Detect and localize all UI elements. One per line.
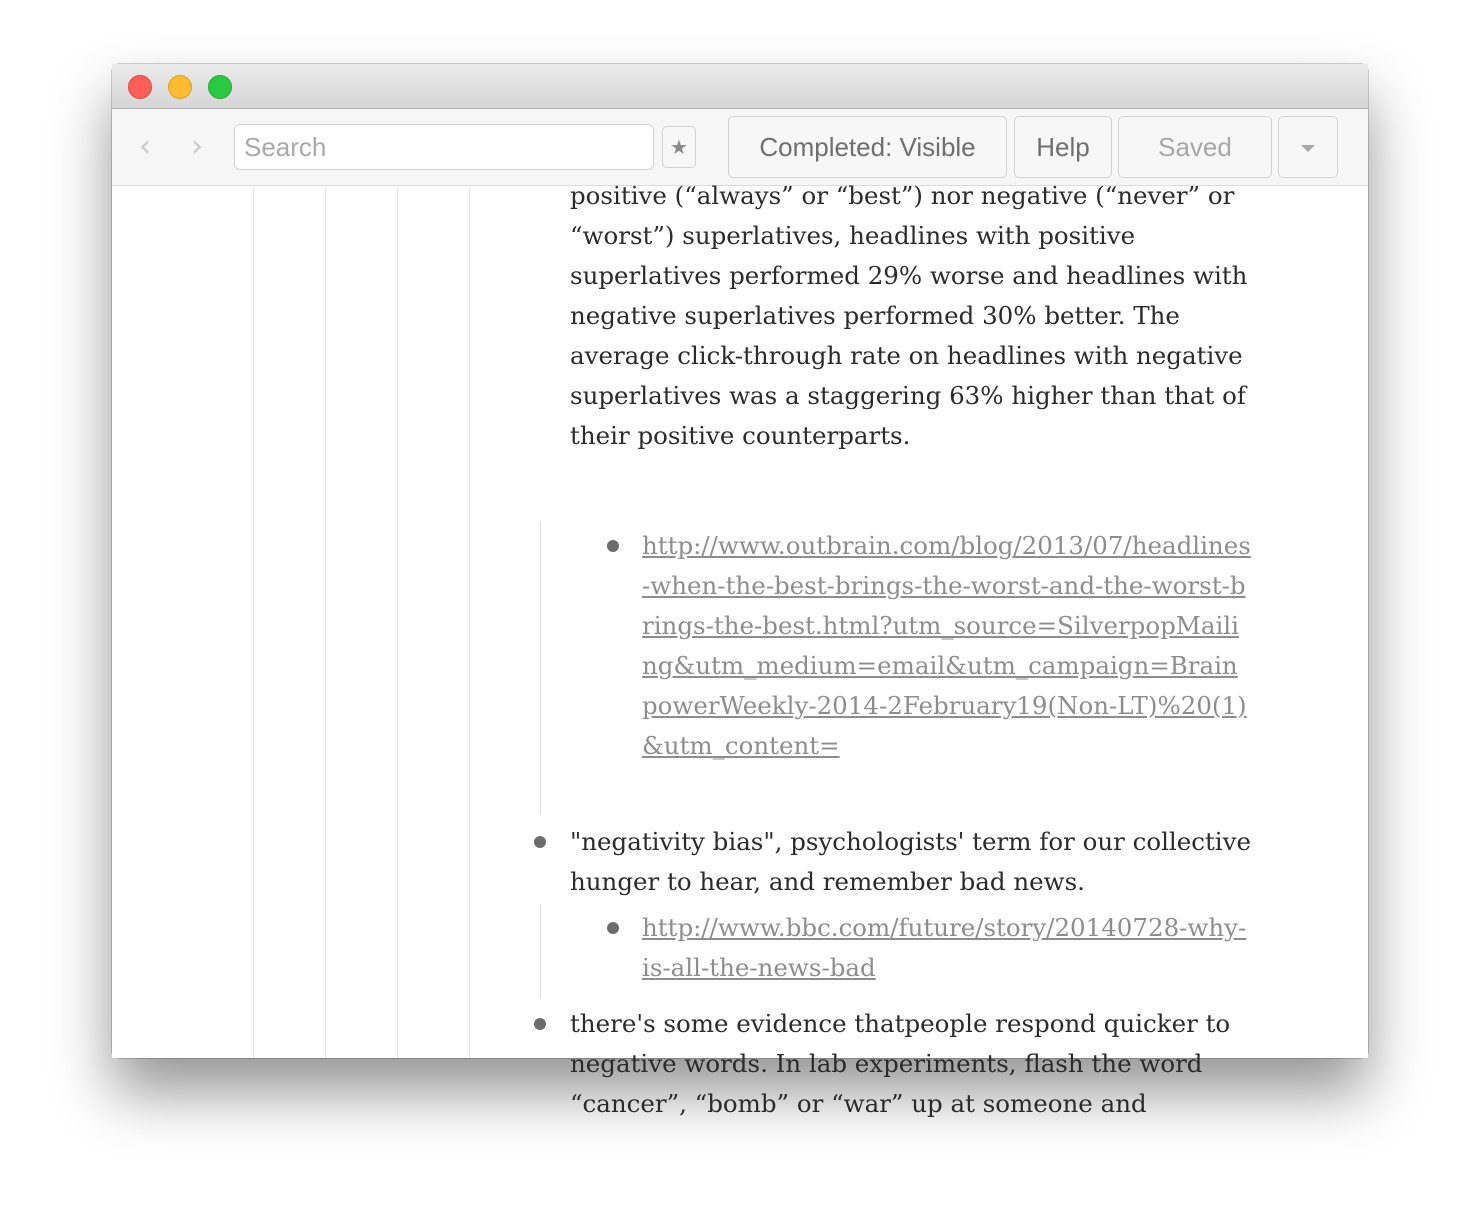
minimize-window-button[interactable] [168,75,192,99]
completed-visible-button[interactable]: Completed: Visible [728,116,1007,178]
outline-link[interactable]: http://www.bbc.com/future/story/20140728-why-is-all-the-news-bad [642,913,1247,982]
outline-item-text[interactable]: there's some evidence thatpeople respond quicker to negative words. In lab experiments, flash the word “cancer”, “bomb” or “war” up at someone and [570,1009,1231,1118]
zoom-window-button[interactable] [208,75,232,99]
search-input[interactable] [234,124,654,170]
indent-guide [397,186,398,1058]
outline-item-text[interactable]: positive (“always” or “best”) nor negative (“never” or “worst”) superlatives, headlines with positive superlatives performed 29% worse and headlines with negative superlatives performed 30% better. The average click-through rate on headlines with negative superlatives was a staggering 63% higher than that of their positive counterparts. [570,181,1248,450]
outline-content [112,181,1368,1118]
outline-link[interactable]: http://www.outbrain.com/blog/2013/07/headlines-when-the-best-brings-the-worst-and-the-worst-brings-the-best.html?utm_source=SilverpopMailing&utm_medium=email&utm_campaign=BrainpowerWeekly-2014-2February19(Non-LT)%20(1)&utm_content= [642,531,1251,760]
bullet-icon[interactable] [607,922,619,934]
app-window [112,64,1368,1118]
bullet-icon[interactable] [607,540,619,552]
toolbar [112,109,1368,186]
chevron-right-icon[interactable]: › [191,129,203,164]
menu-dropdown-button[interactable] [1278,116,1338,178]
close-window-button[interactable] [128,75,152,99]
title-bar [112,64,1368,109]
bullet-icon[interactable] [534,1018,546,1030]
child-thread-line [540,904,541,998]
indent-guide [325,186,326,1058]
caret-down-icon [1301,145,1315,152]
indent-guide [253,186,254,1058]
bullet-icon[interactable] [534,836,546,848]
child-thread-line [540,522,541,814]
star-icon[interactable]: ★ [662,126,696,168]
saved-status-button[interactable]: Saved [1118,116,1272,178]
outline-item-text[interactable]: "negativity bias", psychologists' term for our collective hunger to hear, and remember bad news. [570,827,1251,896]
help-button[interactable]: Help [1014,116,1112,178]
chevron-left-icon[interactable]: ‹ [139,129,151,164]
indent-guide [469,186,470,1058]
